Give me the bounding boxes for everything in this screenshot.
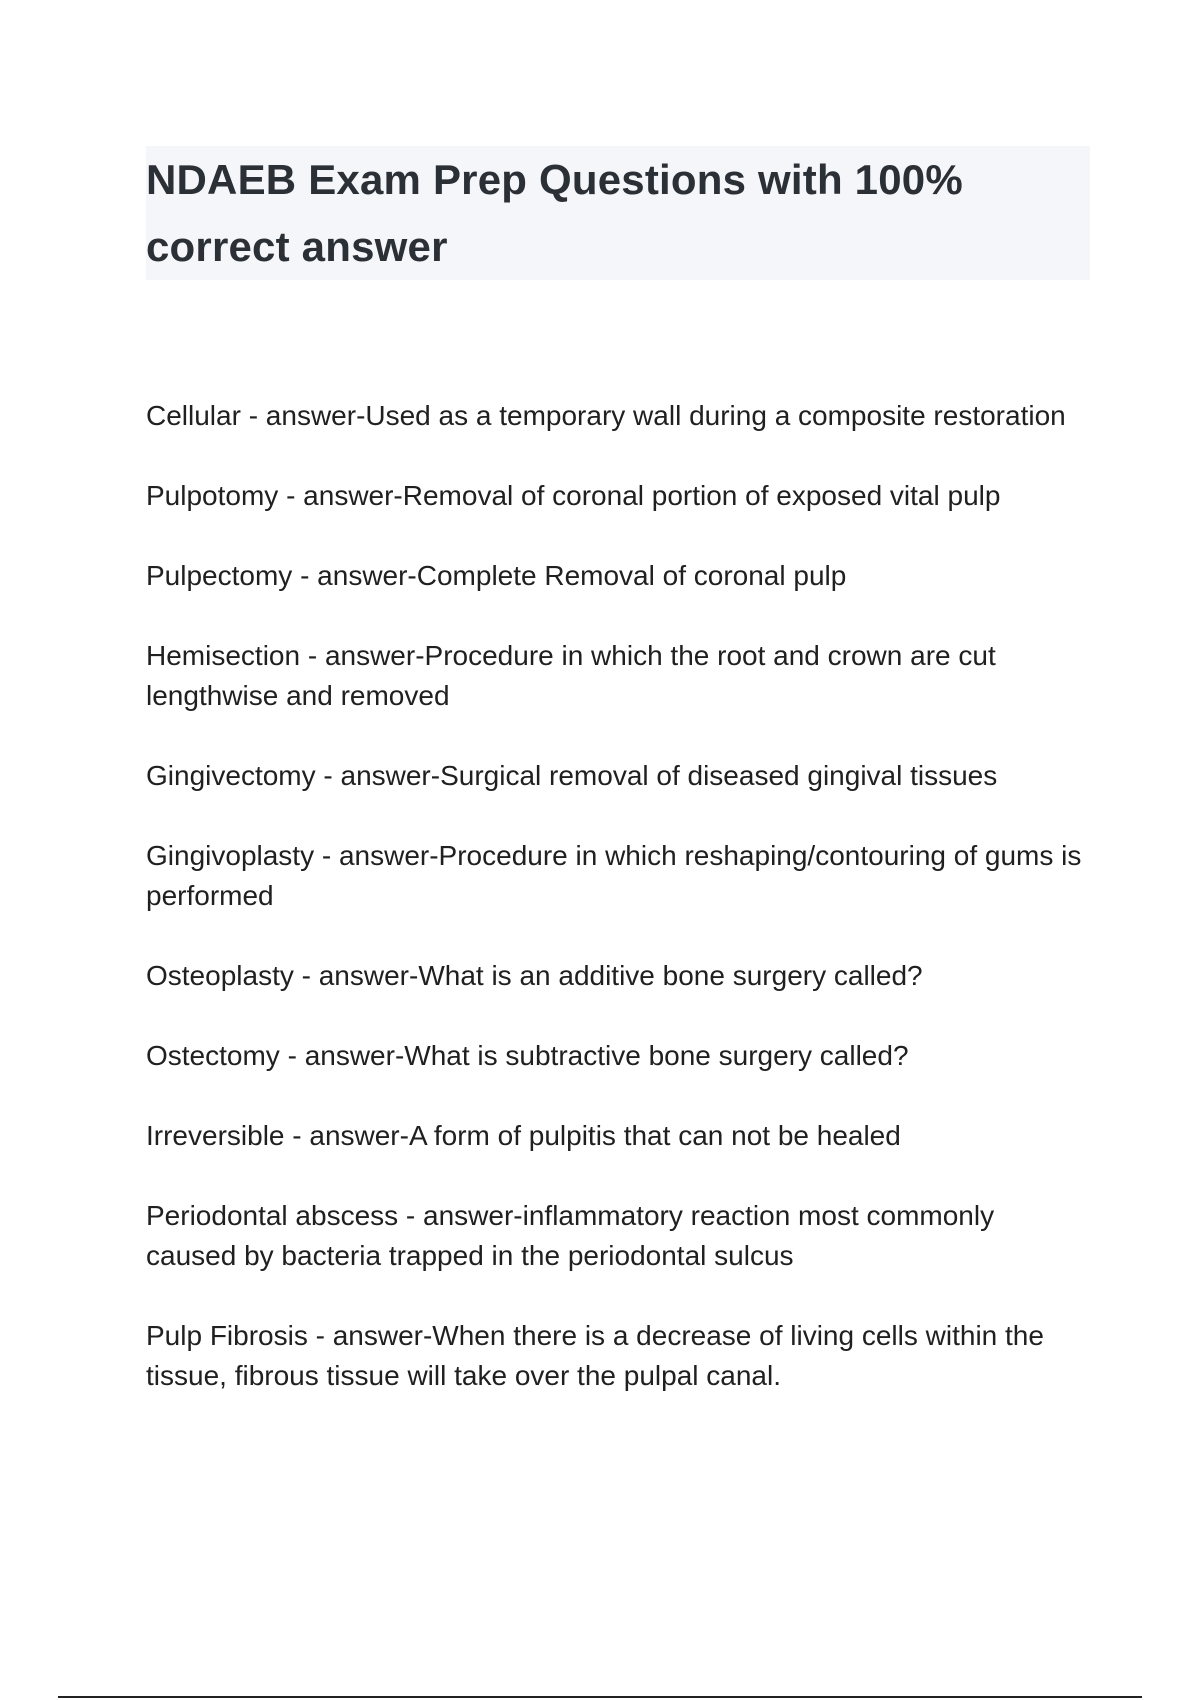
list-item: Osteoplasty - answer-What is an additive bone surgery called? [146,960,923,991]
list-item: Pulpectomy - answer-Complete Removal of coronal pulp [146,560,847,591]
list-item: Cellular - answer-Used as a temporary wall during a composite restoration [146,400,1066,431]
list-item: Pulp Fibrosis - answer-When there is a decrease of living cells within the tissue, fibrous tissue will take over the pulpal canal. [146,1320,1044,1391]
page-title: NDAEB Exam Prep Questions with 100% correct answer [146,156,963,270]
list-item: Gingivoplasty - answer-Procedure in which reshaping/contouring of gums is performed [146,840,1082,911]
list-item: Ostectomy - answer-What is subtractive bone surgery called? [146,1040,909,1071]
qa-list [146,396,1086,1436]
list-item: Hemisection - answer-Procedure in which the root and crown are cut lengthwise and removed [146,640,996,711]
list-item: Periodontal abscess - answer-inflammatory reaction most commonly caused by bacteria trapped in the periodontal sulcus [146,1200,995,1271]
list-item: Irreversible - answer-A form of pulpitis that can not be healed [146,1120,901,1151]
list-item: Pulpotomy - answer-Removal of coronal portion of exposed vital pulp [146,480,1001,511]
footer-divider [58,1696,1142,1698]
list-item: Gingivectomy - answer-Surgical removal of diseased gingival tissues [146,760,998,791]
title-box [146,146,1090,280]
